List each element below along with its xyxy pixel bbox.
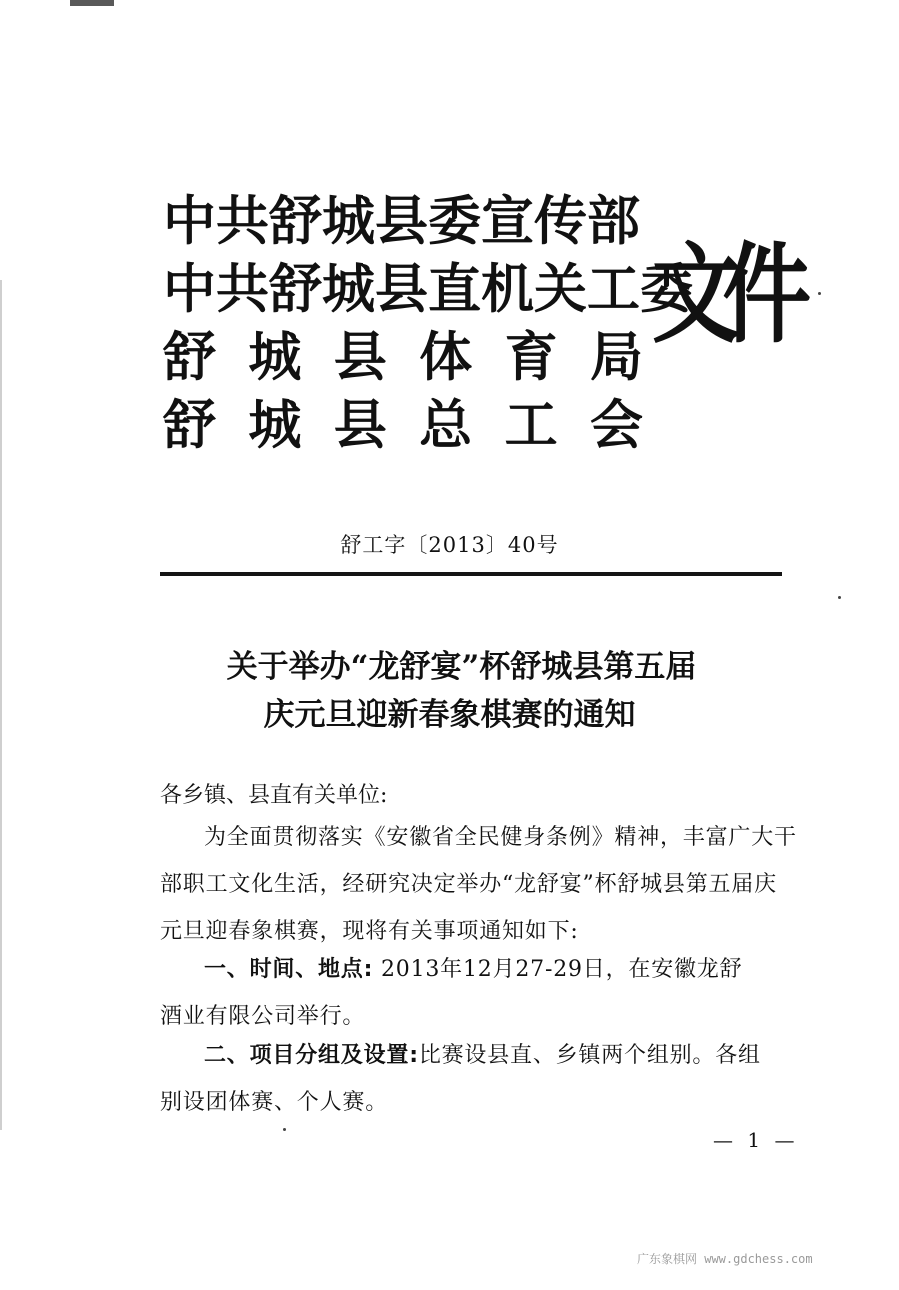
intro-line: 为全面贯彻落实《安徽省全民健身条例》精神，丰富广大干 bbox=[204, 825, 797, 850]
section-line: 别设团体赛、个人赛。 bbox=[160, 1090, 389, 1115]
notice-title-line-1: 关于举办“龙舒宴”杯舒城县第五届 bbox=[226, 649, 697, 685]
org-char: 局 bbox=[589, 327, 643, 388]
section-heading: 二、项目分组及设置: bbox=[204, 1043, 419, 1068]
salutation: 各乡镇、县直有关单位: bbox=[160, 783, 388, 808]
org-line-trade-union bbox=[163, 394, 643, 458]
section-line: 酒业有限公司举行。 bbox=[160, 1004, 366, 1029]
org-char: 体 bbox=[419, 327, 473, 388]
document-number-text: 舒工字〔2013〕40号 bbox=[340, 533, 559, 557]
section-time-location bbox=[160, 946, 780, 1040]
intro-line: 部职工文化生活，经研究决定举办“龙舒宴”杯舒城县第五届庆 bbox=[160, 872, 777, 897]
notice-title-line-2: 庆元旦迎新春象棋赛的通知 bbox=[263, 697, 636, 733]
org-char: 育 bbox=[504, 327, 558, 388]
document-label: 文件 bbox=[652, 233, 794, 358]
section-line bbox=[160, 946, 780, 993]
intro-paragraph bbox=[160, 814, 797, 955]
org-char: 总 bbox=[419, 395, 473, 456]
org-line-organs-working-committee: 中共舒城县直机关工委 bbox=[163, 259, 693, 320]
issuing-organizations bbox=[163, 180, 693, 456]
section-heading: 一、时间、地点: bbox=[204, 957, 374, 982]
document-number bbox=[0, 530, 899, 560]
org-char: 会 bbox=[589, 395, 643, 456]
section-groups-settings bbox=[160, 1032, 780, 1126]
section-text: 2013年12月27-29日，在安徽龙舒 bbox=[373, 957, 743, 982]
scan-speck bbox=[283, 1128, 286, 1131]
org-char: 舒 bbox=[163, 395, 216, 456]
scan-speck bbox=[838, 596, 841, 599]
intro-line: 元旦迎春象棋赛，现将有关事项通知如下: bbox=[160, 919, 579, 944]
site-watermark: 广东象棋网 www.gdchess.com bbox=[637, 1252, 813, 1266]
org-char: 城 bbox=[248, 327, 302, 388]
org-char: 工 bbox=[504, 395, 558, 456]
org-char: 县 bbox=[333, 327, 387, 388]
section-text: 比赛设县直、乡镇两个组别。各组 bbox=[418, 1043, 761, 1068]
header-rule bbox=[160, 572, 782, 576]
org-line-sports-bureau bbox=[163, 326, 643, 390]
org-line-propaganda-dept: 中共舒城县委宣传部 bbox=[163, 191, 640, 252]
section-line bbox=[160, 1032, 780, 1079]
scan-speck bbox=[818, 292, 821, 295]
org-char: 舒 bbox=[163, 327, 216, 388]
org-char: 城 bbox=[248, 395, 302, 456]
scan-artifact-top bbox=[70, 0, 114, 6]
org-char: 县 bbox=[333, 395, 387, 456]
page-number: — 1 — bbox=[713, 1128, 799, 1152]
